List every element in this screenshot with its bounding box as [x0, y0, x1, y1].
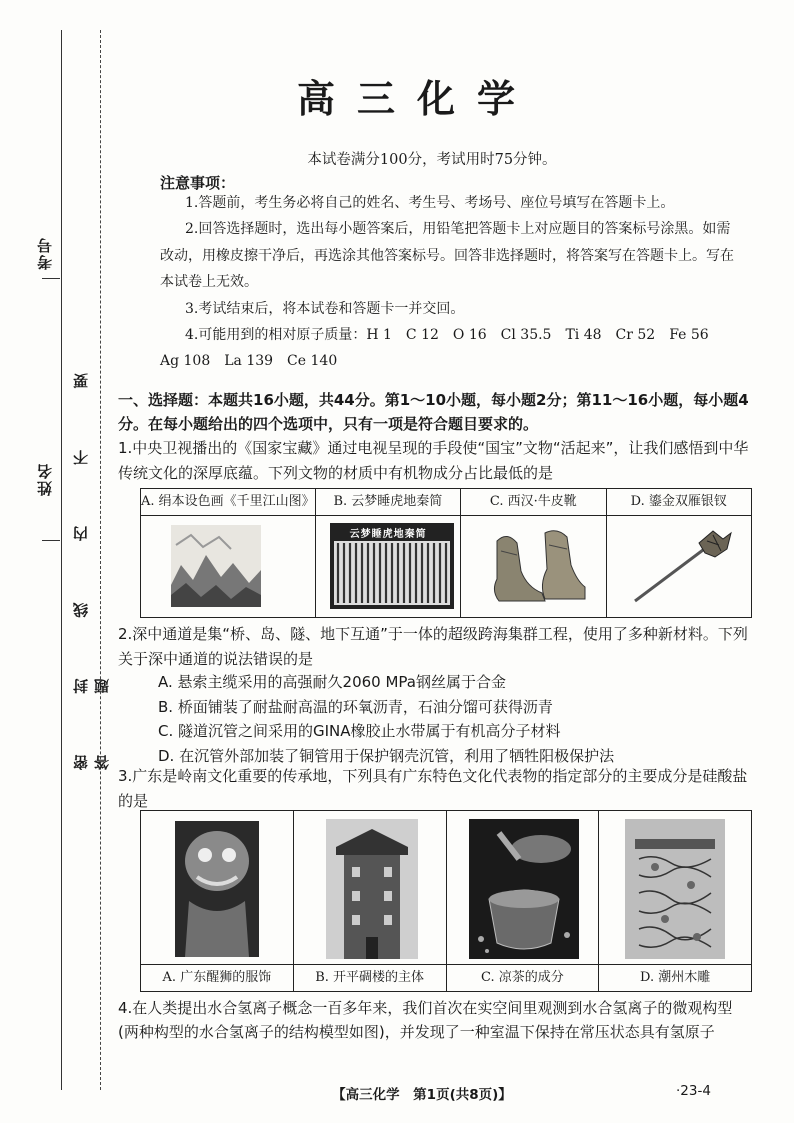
notice-heading: 注意事项： — [160, 174, 236, 192]
q1-option-d — [607, 489, 751, 617]
q2-option-a: A. 悬索主缆采用的高强耐久2060 MPa钢丝属于合金 — [158, 673, 506, 691]
question-1-options-table — [140, 488, 752, 618]
kaohao-label: 考号 — [36, 236, 54, 270]
q2-option-b: B. 桥面铺装了耐盐耐高温的环氧沥青，石油分馏可获得沥青 — [158, 698, 553, 716]
herbal-tea-icon — [469, 819, 579, 959]
notice-item-2: 2.回答选择题时，选出每小题答案后，用铅笔把答题卡上对应题目的答案标号涂黑。如需改动，用橡皮擦干净后，再选涂其他答案标号。回答非选择题时，将答案写在答题卡上。写在本试卷上无效。 — [160, 221, 734, 290]
page-footer: 【高三化学 第1页(共8页)】 — [332, 1087, 512, 1103]
q2-option-c: C. 隧道沉管之间采用的GINA橡胶止水带属于有机高分子材料 — [158, 722, 561, 740]
notice-item-4-continued: Ag 108 La 139 Ce 140 — [160, 353, 338, 369]
q1-option-d-label: D. 鎏金双雁银钗 — [607, 489, 751, 516]
question-4-stem: 4.在人类提出水合氢离子概念一百多年来，我们首次在实空间里观测到水合氢离子的微观构型(两种构型的水合氢离子的结构模型如图)，并发现了一种室温下保持在常压状态具有氢原子 — [118, 999, 733, 1041]
notice-item-1: 1.答题前，考生务必将自己的姓名、考生号、考场号、座位号填写在答题卡上。 — [185, 195, 675, 211]
bamboo-slips-caption: 云梦睡虎地秦简 — [349, 529, 427, 540]
exam-info: 本试卷满分100分，考试用时75分钟。 — [307, 152, 557, 168]
q3-option-c — [447, 811, 600, 991]
question-1-stem: 1.中央卫视播出的《国家宝藏》通过电视呈现的手段使“国宝”文物“活起来”，让我们感悟到中华传统文化的深厚底蕴。下列文物的材质中有机物成分占比最低的是 — [118, 439, 749, 482]
wood-carving-icon — [625, 819, 725, 959]
q3-option-a-label: A. 广东醒狮的服饰 — [141, 964, 293, 991]
name-label: 姓名 — [36, 462, 54, 496]
q2-option-d: D. 在沉管外部加装了铜管用于保护钢壳沉管，利用了牺牲阳极保护法 — [158, 747, 615, 765]
q1-option-c-label: C. 西汉·牛皮靴 — [461, 489, 605, 516]
lion-dance-costume-icon — [175, 821, 259, 957]
seal-line-warning: 密 封 线 内 不 要 答 题 — [72, 345, 111, 770]
q3-option-a — [141, 811, 294, 991]
question-2-stem: 2.深中通道是集“桥、岛、隧、地下互通”于一体的超级跨海集群工程，使用了多种新材料。下列关于深中通道的说法错误的是 — [118, 625, 748, 668]
q3-option-d — [599, 811, 751, 991]
question-3-options-table — [140, 810, 752, 992]
notice-item-4: 4.可能用到的相对原子质量：H 1 C 12 O 16 Cl 35.5 Ti 48 Cr 52 Fe 56 — [185, 327, 709, 343]
q1-option-b — [316, 489, 461, 617]
q1-option-a — [141, 489, 316, 617]
q3-option-b-label: B. 开平碉楼的主体 — [294, 964, 446, 991]
landscape-painting-icon — [171, 525, 261, 607]
question-3-stem: 3.广东是岭南文化重要的传承地，下列具有广东特色文化代表物的指定部分的主要成分是硅酸盐的是 — [118, 767, 748, 810]
leather-boots-icon — [487, 521, 587, 609]
margin-line — [61, 30, 62, 1090]
q1-option-b-label: B. 云梦睡虎地秦简 — [316, 489, 460, 516]
paper-code: ·23-4 — [676, 1083, 711, 1099]
kaohao-underline — [42, 278, 60, 279]
q3-option-c-label: C. 凉茶的成分 — [447, 964, 599, 991]
q3-option-b — [294, 811, 447, 991]
q3-option-d-label: D. 潮州木雕 — [599, 964, 751, 991]
q1-option-a-label: A. 绢本设色画《千里江山图》 — [141, 489, 315, 516]
watchtower-icon — [326, 819, 418, 959]
name-underline — [42, 540, 60, 541]
notice-item-3: 3.考试结束后，将本试卷和答题卡一并交回。 — [185, 301, 465, 317]
q1-option-c — [461, 489, 606, 617]
hairpin-icon — [627, 523, 737, 607]
section-heading: 一、选择题：本题共16小题，共44分。第1～10小题，每小题2分；第11～16小题，每小题4分。在每小题给出的四个选项中，只有一项是符合题目要求的。 — [118, 391, 749, 433]
page-title: 高三化学 — [296, 76, 537, 121]
